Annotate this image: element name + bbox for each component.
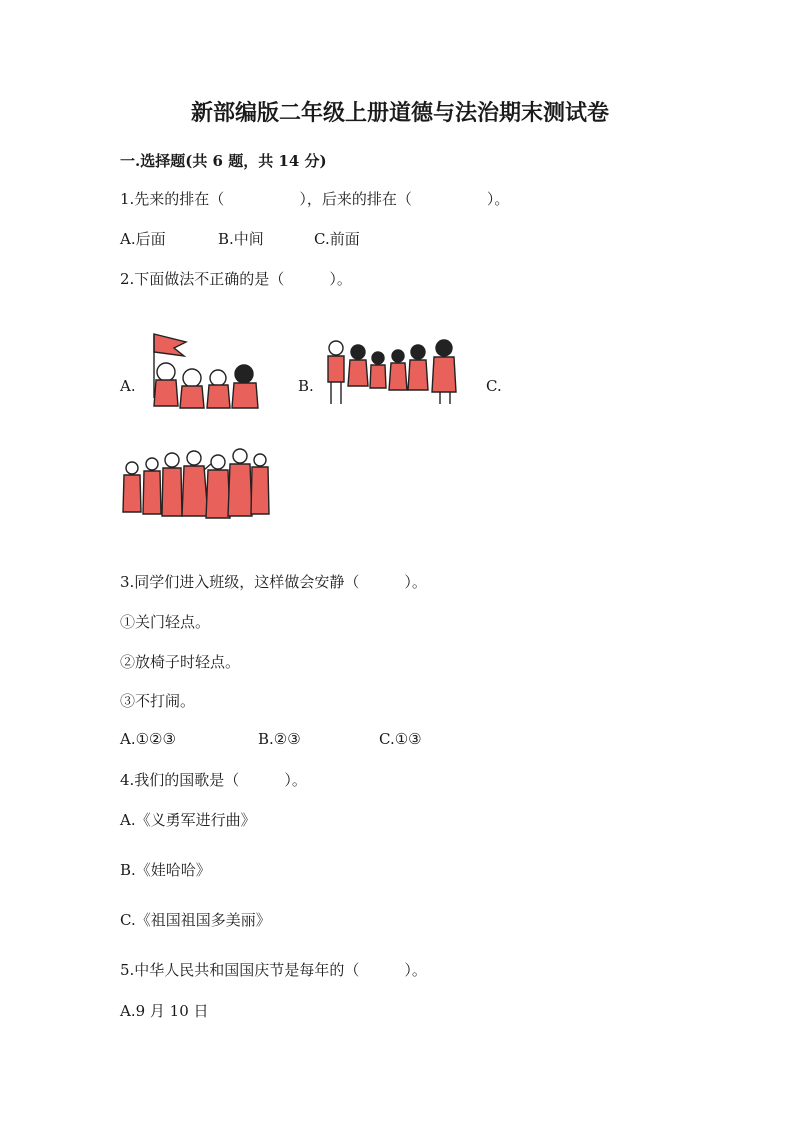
q2-option-a[interactable]: A. [120, 377, 136, 395]
crowd-pushing-illustration [120, 446, 272, 522]
q2-option-c[interactable]: C. [486, 377, 502, 395]
q3-item-1: ①关门轻点。 [120, 613, 211, 631]
q1-option-c[interactable]: C.前面 [314, 230, 360, 248]
q3-option-a[interactable]: A.①②③ [120, 730, 176, 748]
q3-option-b[interactable]: B.②③ [258, 730, 301, 748]
question-4: 4.我们的国歌是（ ）。 [120, 771, 307, 789]
question-1: 1.先来的排在（ ），后来的排在（ ）。 [120, 190, 510, 208]
question-3: 3.同学们进入班级，这样做会安静（ ）。 [120, 573, 427, 591]
section-heading: 一.选择题(共 6 题，共 14 分) [120, 152, 327, 170]
q1-option-a[interactable]: A.后面 [120, 230, 166, 248]
q4-option-c[interactable]: C.《祖国祖国多美丽》 [120, 911, 271, 929]
q3-option-c[interactable]: C.①③ [379, 730, 422, 748]
q5-option-a[interactable]: A.9 月 10 日 [120, 1002, 209, 1020]
q4-option-a[interactable]: A.《义勇军进行曲》 [120, 811, 256, 829]
q2-option-b[interactable]: B. [298, 377, 314, 395]
question-5: 5.中华人民共和国国庆节是每年的（ ）。 [120, 961, 427, 979]
q3-item-3: ③不打闹。 [120, 692, 196, 710]
q4-option-b[interactable]: B.《娃哈哈》 [120, 861, 211, 879]
children-lining-up-illustration [322, 336, 464, 408]
page-title: 新部编版二年级上册道德与法治期末测试卷 [190, 100, 609, 126]
question-2: 2.下面做法不正确的是（ ）。 [120, 270, 352, 288]
q1-option-b[interactable]: B.中间 [218, 230, 264, 248]
q3-item-2: ②放椅子时轻点。 [120, 653, 241, 671]
group-with-red-flag-illustration [140, 328, 270, 412]
